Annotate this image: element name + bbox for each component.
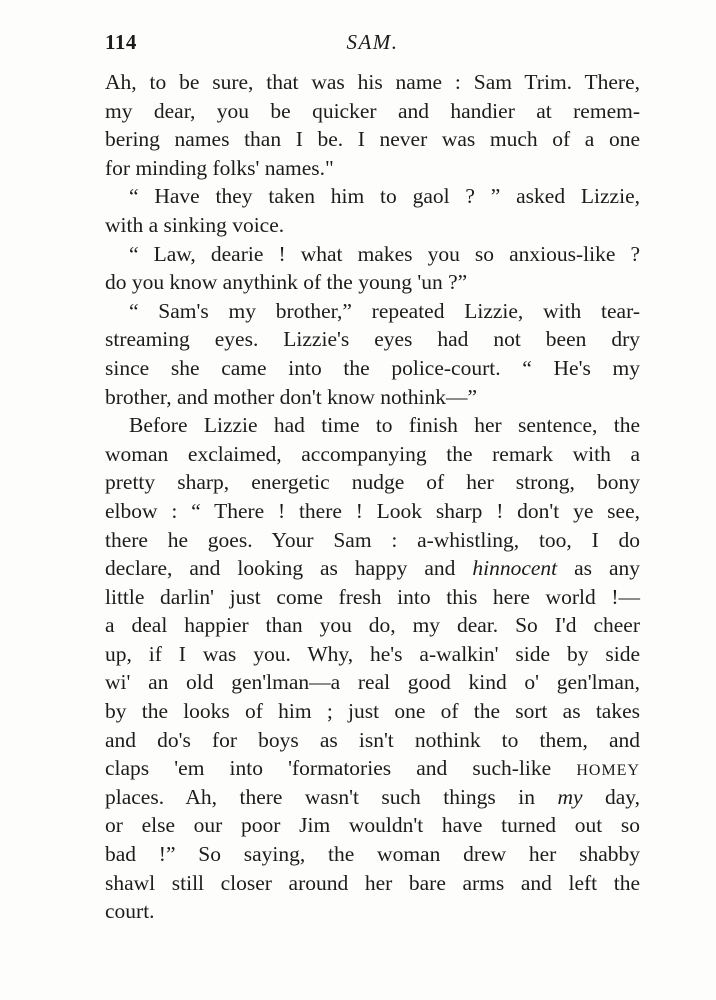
running-title: SAM. (346, 30, 399, 54)
text-line: up, if I was you. Why, he's a-walkin' side by side (105, 641, 640, 666)
text-line: or else our poor Jim wouldn't have turned out so (105, 813, 640, 838)
text-line: little darlin' just come fresh into this here world !— (105, 584, 640, 609)
text-line: and do's for boys as isn't nothink to them, and (105, 727, 640, 752)
text-line: Before Lizzie had time to finish her sentence, the (129, 413, 640, 438)
text-line: there he goes. Your Sam : a-whistling, too, I do (105, 527, 640, 552)
text-line (105, 783, 640, 812)
text-fragment: day, (582, 784, 640, 809)
text-line: a deal happier than you do, my dear. So I'd cheer (105, 613, 640, 638)
body-text (105, 68, 640, 926)
page-header (105, 30, 640, 58)
emphasis-my: my (557, 784, 583, 809)
text-line (105, 554, 640, 583)
text-line: by the looks of him ; just one of the sort as takes (105, 699, 640, 724)
text-line: for minding folks' names." (105, 155, 334, 180)
text-line: streaming eyes. Lizzie's eyes had not been dry (105, 327, 640, 352)
text-line: with a sinking voice. (105, 212, 285, 237)
text-line: do you know anythink of the young 'un ?” (105, 270, 468, 295)
text-line: wi' an old gen'lman—a real good kind o' gen'lman, (105, 670, 640, 695)
text-line: woman exclaimed, accompanying the remark with a (105, 441, 640, 466)
emphasis-hinnocent: hinnocent (472, 556, 558, 581)
text-line: “ Sam's my brother,” repeated Lizzie, with tear- (129, 298, 640, 323)
text-line: “ Law, dearie ! what makes you so anxious-like ? (129, 241, 640, 266)
text-line: court. (105, 899, 155, 924)
smallcaps-homey: HOMEY (576, 762, 640, 780)
text-line: pretty sharp, energetic nudge of her strong, bony (105, 470, 640, 495)
text-line: brother, and mother don't know nothink—” (105, 384, 478, 409)
text-fragment: declare, and looking as happy and (105, 556, 473, 581)
text-line: elbow : “ There ! there ! Look sharp ! don't ye see, (105, 498, 640, 523)
text-line: shawl still closer around her bare arms and left the (105, 870, 640, 895)
text-fragment: as any (557, 556, 641, 581)
text-fragment: claps 'em into 'formatories and such-like (105, 756, 577, 781)
page-number: 114 (105, 30, 137, 54)
text-line: Ah, to be sure, that was his name : Sam Trim. There, (105, 70, 640, 94)
text-line (105, 754, 640, 783)
text-line: bad !” So saying, the woman drew her shabby (105, 842, 640, 867)
text-fragment: places. Ah, there wasn't such things in (105, 784, 558, 809)
text-line: “ Have they taken him to gaol ? ” asked Lizzie, (129, 184, 640, 209)
text-line: bering names than I be. I never was much of a one (105, 127, 640, 152)
text-line: since she came into the police-court. “ He's my (105, 355, 640, 380)
text-line: my dear, you be quicker and handier at remem- (105, 98, 640, 123)
